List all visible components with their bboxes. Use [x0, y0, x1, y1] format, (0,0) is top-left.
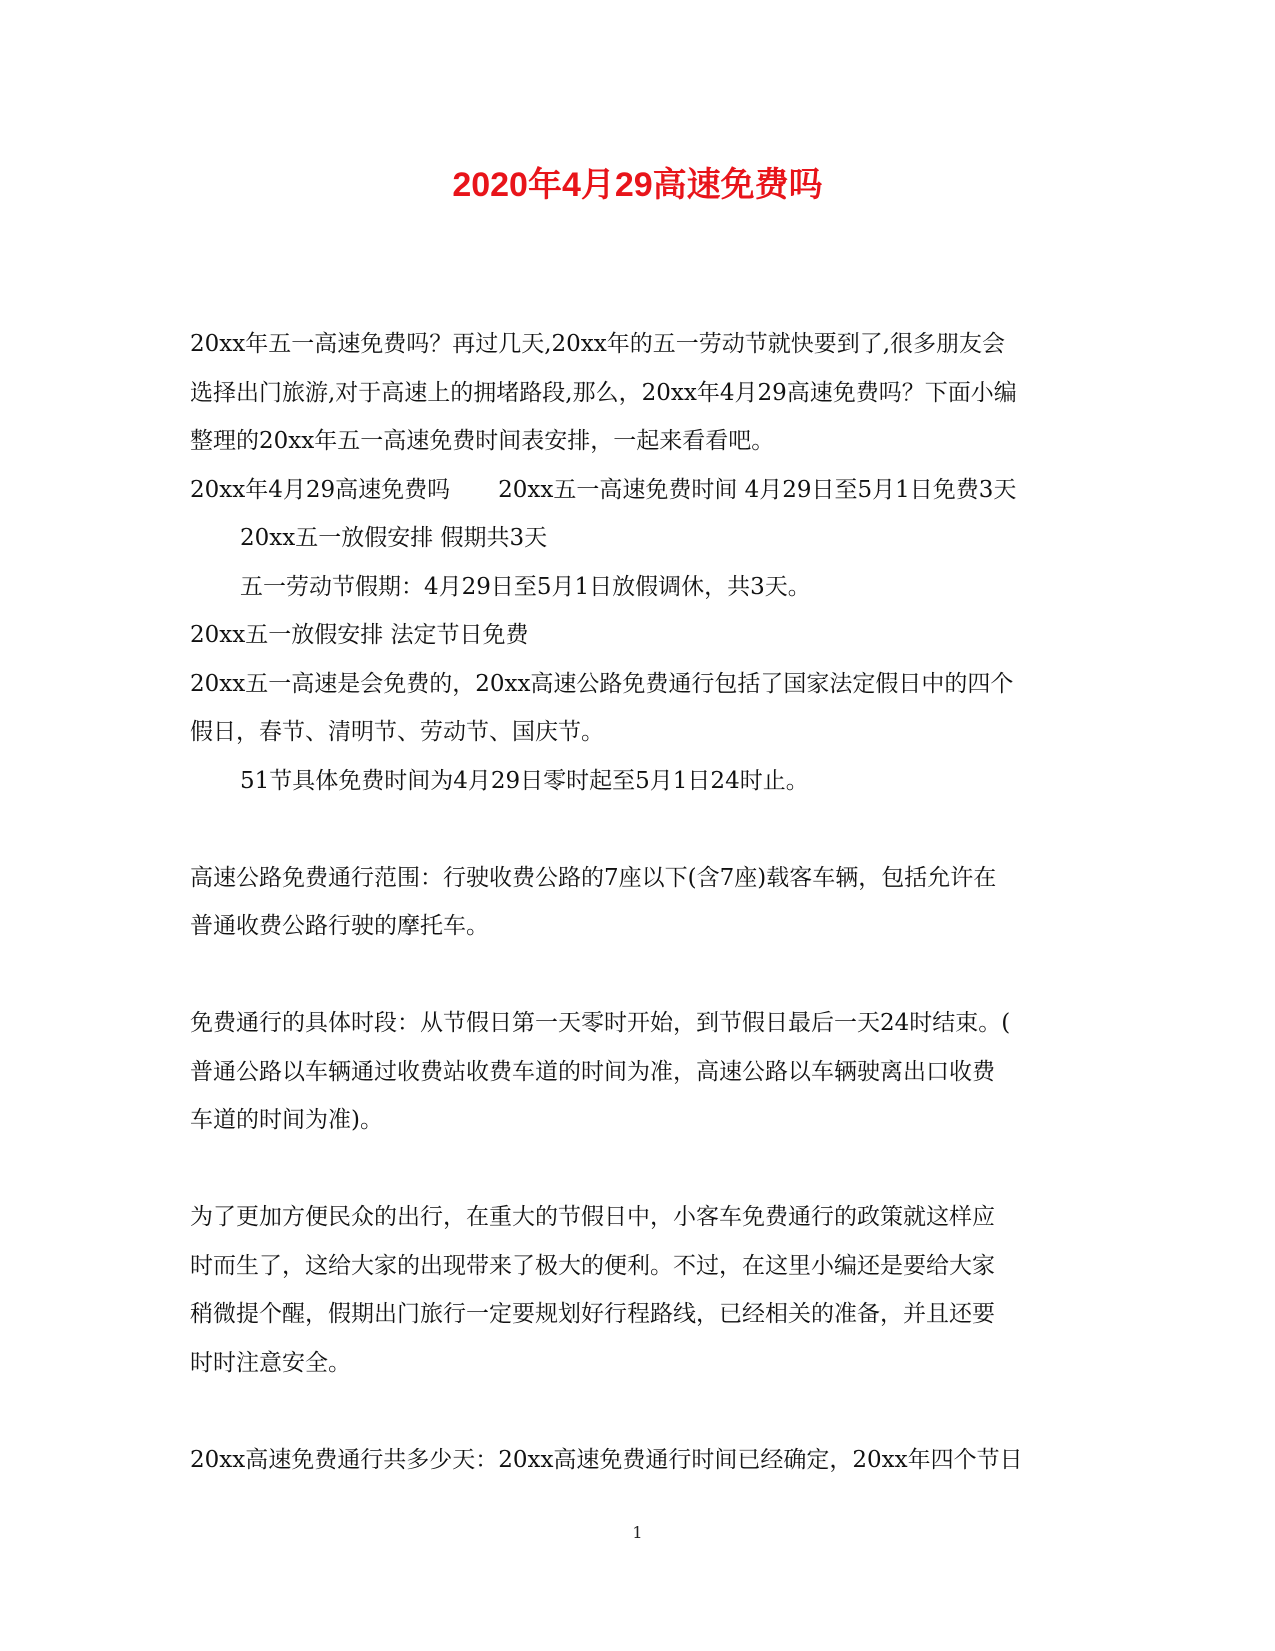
paragraph-line: 时而生了，这给大家的出现带来了极大的便利。不过，在这里小编还是要给大家: [190, 1252, 995, 1279]
paragraph-line: 稍微提个醒，假期出门旅行一定要规划好行程路线，已经相关的准备，并且还要: [190, 1301, 995, 1327]
paragraph-line: 普通公路以车辆通过收费站收费车道的时间为准，高速公路以车辆驶离出口收费: [190, 1058, 995, 1085]
paragraph-line: 20xx五一放假安排 法定节日免费: [190, 622, 529, 648]
paragraph-line: 选择出门旅游,对于高速上的拥堵路段,那么，20xx年4月29高速免费吗？下面小编: [190, 379, 1017, 406]
free-time-text: 20xx五一高速免费时间 4月29日至5月1日免费3天: [498, 476, 1017, 503]
paragraph-line: 20xx五一高速是会免费的，20xx高速公路免费通行包括了国家法定假日中的四个: [190, 670, 1014, 697]
page-number: 1: [632, 1523, 643, 1542]
paragraph-spacer: [190, 805, 1090, 854]
document-body: [190, 320, 1090, 1484]
paragraph-line: 时时注意安全。: [190, 1349, 351, 1376]
paragraph-spacer: [190, 951, 1090, 1000]
paragraph-spacer: [190, 1145, 1090, 1194]
paragraph-line: 20xx高速免费通行共多少天：20xx高速免费通行时间已经确定，20xx年四个节日: [190, 1446, 1023, 1473]
paragraph-line: 车道的时间为准)。: [190, 1107, 383, 1133]
paragraph-line: 免费通行的具体时段：从节假日第一天零时开始，到节假日最后一天24时结束。(: [190, 1010, 1011, 1036]
heading-line: [190, 466, 1090, 515]
paragraph-spacer: [190, 1387, 1090, 1436]
paragraph-line: 20xx五一放假安排 假期共3天: [240, 525, 548, 551]
document-title: 2020年4月29高速免费吗: [452, 166, 823, 204]
paragraph-line: 20xx年五一高速免费吗？再过几天,20xx年的五一劳动节就快要到了,很多朋友会: [190, 331, 1006, 357]
paragraph-line: 51节具体免费时间为4月29日零时起至5月1日24时止。: [240, 767, 809, 794]
paragraph-line: 五一劳动节假期：4月29日至5月1日放假调休，共3天。: [240, 573, 811, 600]
paragraph-line: 高速公路免费通行范围：行驶收费公路的7座以下(含7座)载客车辆，包括允许在: [190, 864, 997, 891]
paragraph-line: 普通收费公路行驶的摩托车。: [190, 913, 489, 939]
paragraph-line: 整理的20xx年五一高速免费时间表安排，一起来看看吧。: [190, 428, 775, 454]
paragraph-line: 为了更加方便民众的出行，在重大的节假日中，小客车免费通行的政策就这样应: [190, 1204, 995, 1230]
inline-heading: 20xx年4月29高速免费吗: [190, 476, 451, 503]
paragraph-line: 假日，春节、清明节、劳动节、国庆节。: [190, 719, 604, 745]
